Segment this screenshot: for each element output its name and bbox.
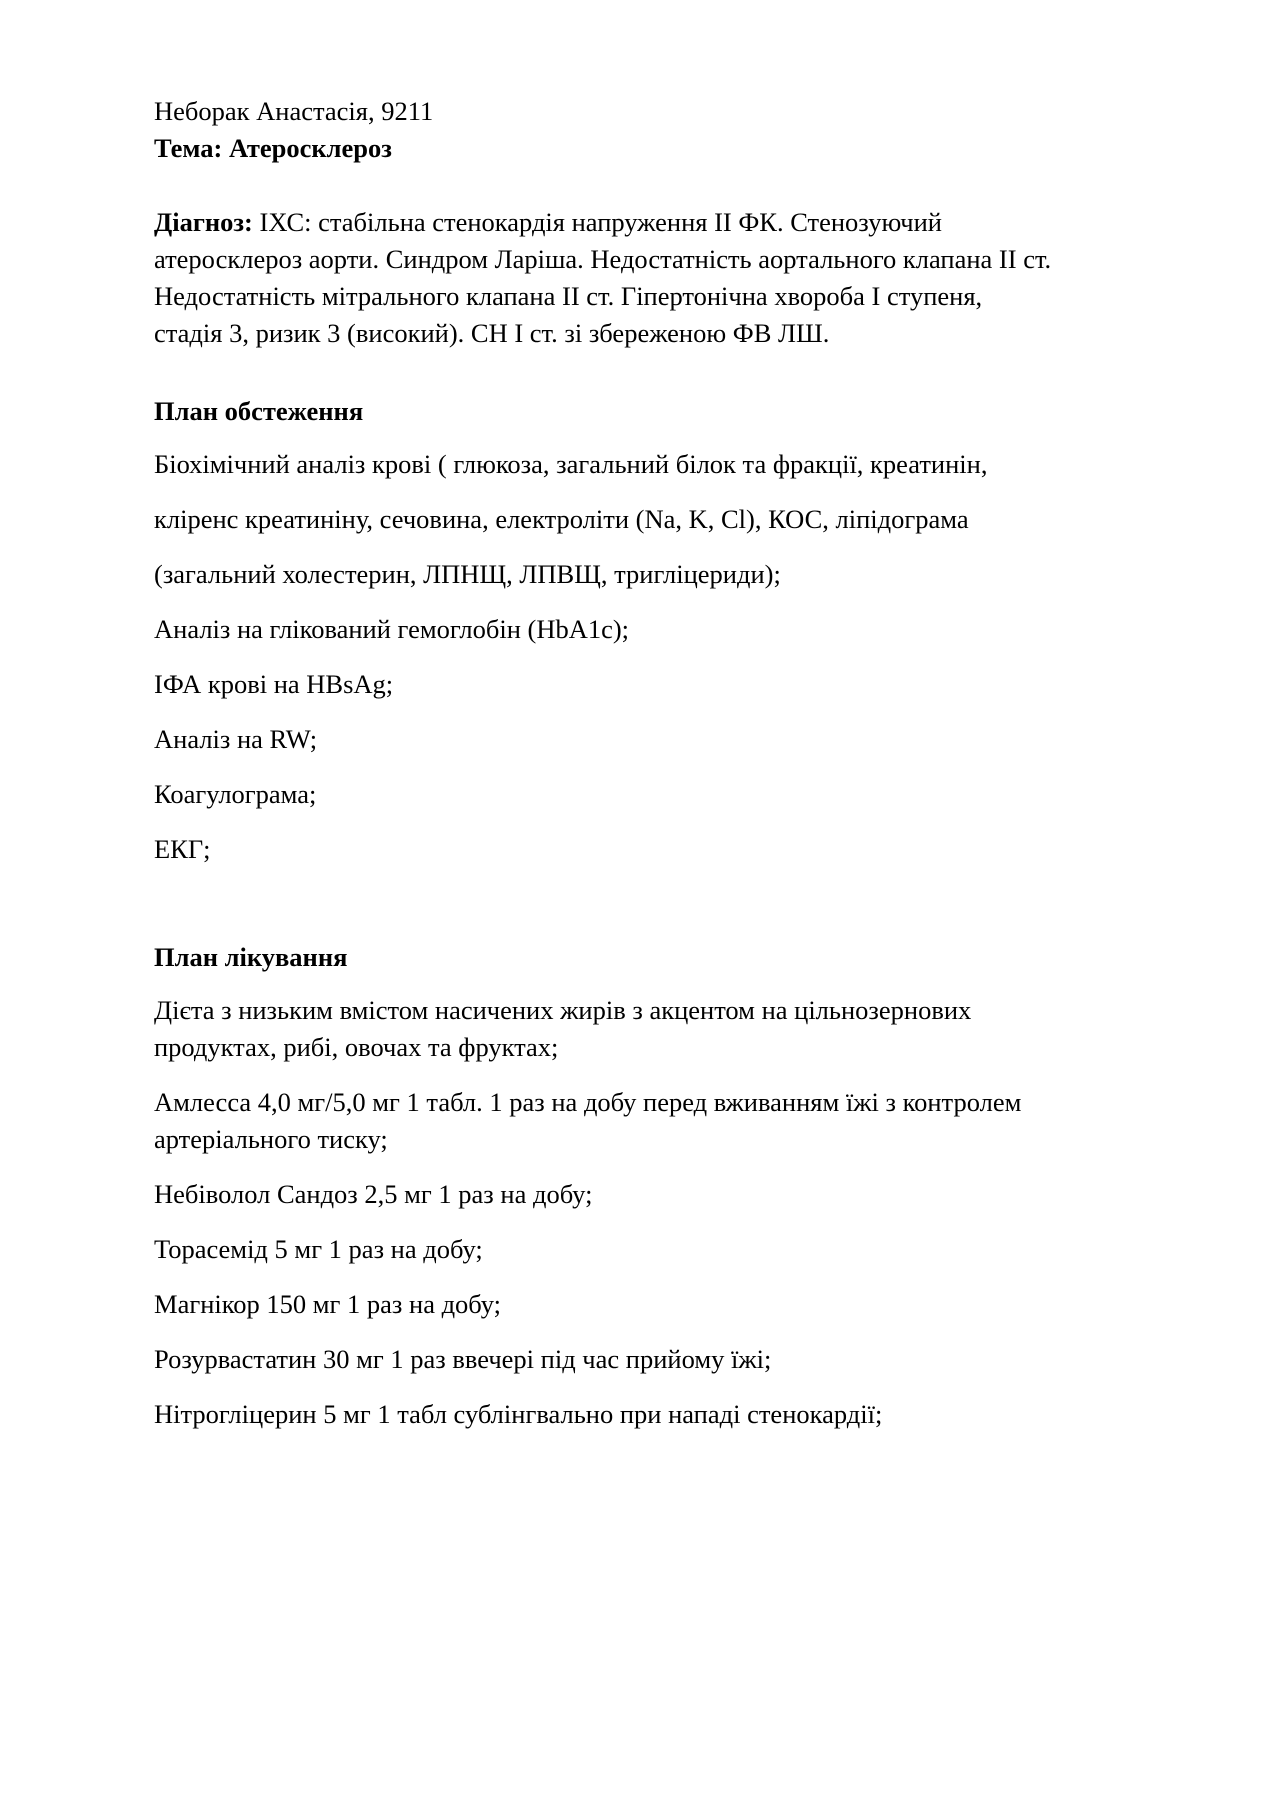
treatment-item-line: артеріального тиску; xyxy=(154,1124,388,1154)
treatment-item-line: Амлесса 4,0 мг/5,0 мг 1 табл. 1 раз на добу перед вживанням їжі з контролем xyxy=(154,1087,1022,1117)
treatment-item xyxy=(154,1084,1194,1158)
treatment-item-line: Небіволол Сандоз 2,5 мг 1 раз на добу; xyxy=(154,1179,593,1209)
topic-line xyxy=(154,130,1194,167)
treatment-item-line: Нітрогліцерин 5 мг 1 табл сублінгвально при нападі стенокардії; xyxy=(154,1399,883,1429)
treatment-plan-list xyxy=(154,992,1194,1433)
treatment-item xyxy=(154,1396,1194,1433)
topic-label: Тема: xyxy=(154,133,223,163)
diagnosis-line-3: Недостатність мітрального клапана ІІ ст. Гіпертонічна хвороба І ступеня, xyxy=(154,281,983,311)
treatment-item xyxy=(154,1286,1194,1323)
exam-item: Аналіз на глікований гемоглобін (HbA1c); xyxy=(154,614,630,644)
exam-item: (загальний холестерин, ЛПНЩ, ЛПВЩ, тригліцериди); xyxy=(154,559,781,589)
treatment-item xyxy=(154,1176,1194,1213)
exam-item: Біохімічний аналіз крові ( глюкоза, загальний білок та фракції, креатинін, xyxy=(154,449,988,479)
diagnosis-block xyxy=(154,204,1194,352)
treatment-item-line: продуктах, рибі, овочах та фруктах; xyxy=(154,1032,559,1062)
diagnosis-label: Діагноз: xyxy=(154,207,253,237)
treatment-item xyxy=(154,1231,1194,1268)
topic-value: Атеросклероз xyxy=(229,133,392,163)
treatment-item xyxy=(154,1341,1194,1378)
exam-plan-title: План обстеження xyxy=(154,396,364,426)
diagnosis-text: ІХС: стабільна стенокардія напруження ІІ ФК. Стенозуючий xyxy=(259,207,942,237)
exam-item: кліренс креатиніну, сечовина, електроліти (Na, K, Cl), КОС, ліпідограма xyxy=(154,504,969,534)
treatment-plan-title: План лікування xyxy=(154,942,348,972)
exam-item: Аналіз на RW; xyxy=(154,724,318,754)
treatment-item-line: Магнікор 150 мг 1 раз на добу; xyxy=(154,1289,502,1319)
treatment-item-line: Торасемід 5 мг 1 раз на добу; xyxy=(154,1234,483,1264)
document-page xyxy=(154,93,1194,1451)
treatment-item-line: Розурвастатин 30 мг 1 раз ввечері під час прийому їжі; xyxy=(154,1344,772,1374)
diagnosis-line-2: атеросклероз аорти. Синдром Ларіша. Недостатність аортального клапана ІІ ст. xyxy=(154,244,1052,274)
diagnosis-line-4: стадія 3, ризик 3 (високий). СН І ст. зі збереженою ФВ ЛШ. xyxy=(154,318,830,348)
treatment-item-line: Дієта з низьким вмістом насичених жирів з акцентом на цільнозернових xyxy=(154,995,972,1025)
exam-item: Коагулограма; xyxy=(154,779,317,809)
treatment-item xyxy=(154,992,1194,1066)
exam-item: ІФА крові на HBsAg; xyxy=(154,669,394,699)
author-line: Неборак Анастасія, 9211 xyxy=(154,96,434,126)
exam-plan-list xyxy=(154,446,1194,868)
exam-item: ЕКГ; xyxy=(154,834,211,864)
diagnosis-line-1 xyxy=(154,204,1194,241)
